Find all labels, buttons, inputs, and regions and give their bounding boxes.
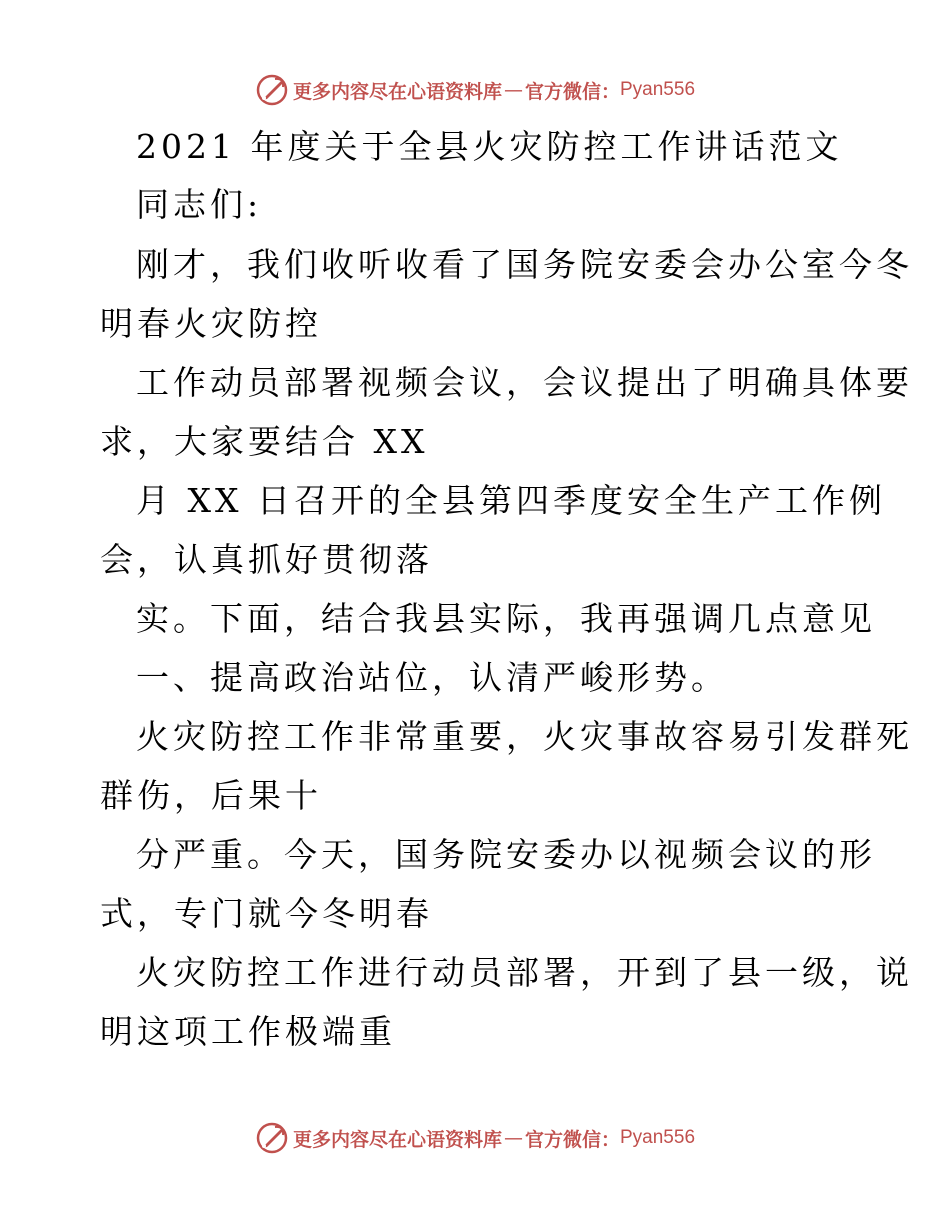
paragraph-line: 火灾防控工作进行动员部署，开到了县一级，说 xyxy=(136,953,913,992)
watermark-wechat-label: 官方微信： xyxy=(524,1128,620,1151)
section-heading: 一、提高政治站位，认清严峻形势。 xyxy=(136,658,728,697)
paragraph-line: 月 XX 日召开的全县第四季度安全生产工作例 xyxy=(136,481,886,520)
paragraph-line: 分严重。今天，国务院安委办以视频会议的形 xyxy=(136,835,876,874)
watermark-dash: — xyxy=(503,79,523,101)
paragraph-line: 明这项工作极端重 xyxy=(100,1012,396,1051)
watermark-wechat-id: Pyan556 xyxy=(620,79,696,100)
paragraph-line: 群伤，后果十 xyxy=(100,776,322,815)
paragraph-line: 火灾防控工作非常重要，火灾事故容易引发群死 xyxy=(136,717,913,756)
watermark-site-name: 更多内容尽在心语资料库 xyxy=(292,80,502,103)
watermark-wechat-id: Pyan556 xyxy=(620,1127,696,1148)
quill-logo-icon xyxy=(255,1121,289,1155)
watermark-dash: — xyxy=(503,1127,523,1149)
paragraph-line: 明春火灾防控 xyxy=(100,304,322,343)
paragraph-line: 式，专门就今冬明春 xyxy=(100,894,433,933)
footer-watermark xyxy=(0,1118,950,1158)
paragraph-line: 会，认真抓好贯彻落 xyxy=(100,540,433,579)
paragraph-line: 刚才，我们收听收看了国务院安委会办公室今冬 xyxy=(136,245,913,284)
document-title: 2021 年度关于全县火灾防控工作讲话范文 xyxy=(136,127,843,166)
watermark-wechat-label: 官方微信： xyxy=(524,80,620,103)
paragraph-line: 求，大家要结合 XX xyxy=(100,422,429,461)
paragraph-line: 实。下面，结合我县实际，我再强调几点意见 xyxy=(136,599,876,638)
watermark-site-name: 更多内容尽在心语资料库 xyxy=(292,1128,502,1151)
paragraph-line: 工作动员部署视频会议，会议提出了明确具体要 xyxy=(136,363,913,402)
salutation: 同志们: xyxy=(136,185,263,224)
